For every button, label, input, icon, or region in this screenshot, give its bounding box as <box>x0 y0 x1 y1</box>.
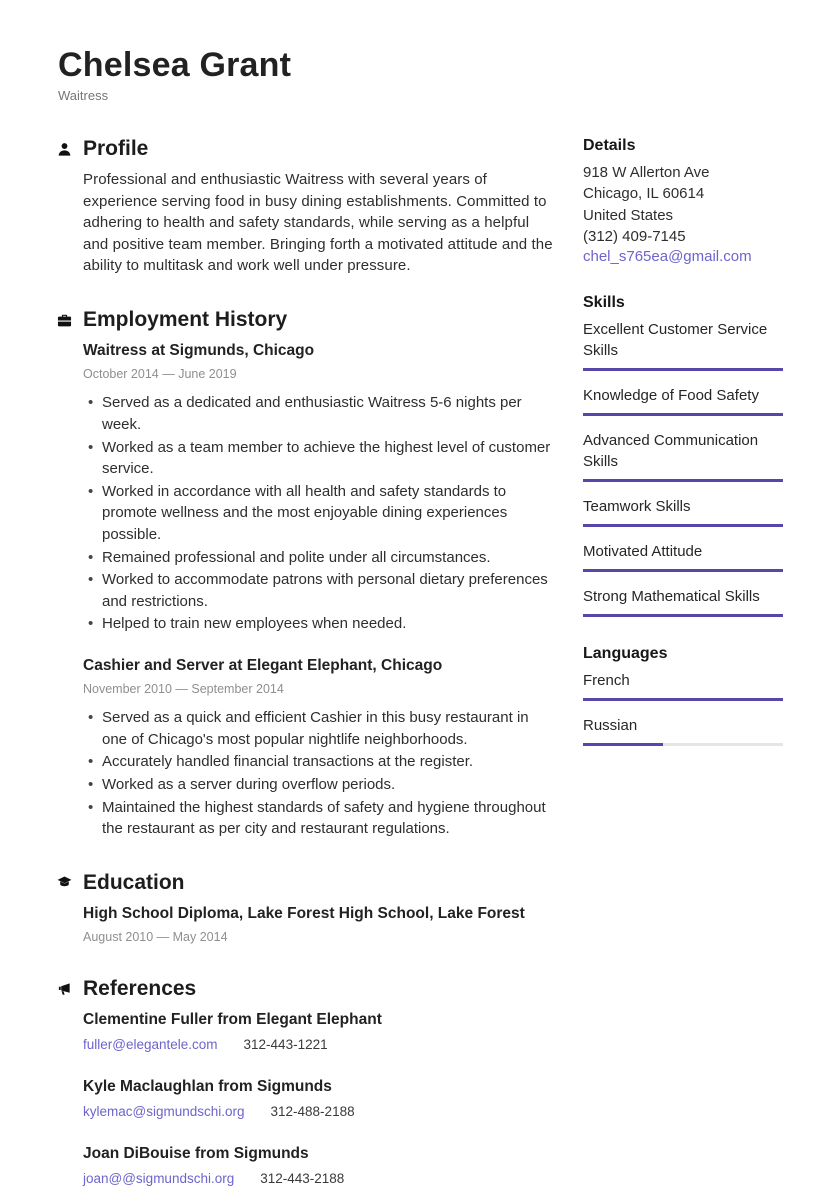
job-title: Waitress at Sigmunds, Chicago <box>83 342 315 360</box>
bullet-item: • Remained professional and polite under all circumstances. <box>83 547 557 569</box>
job-bullet-list <box>83 392 557 635</box>
language-item <box>583 670 783 701</box>
reference-name: Kyle Maclaughlan from Sigmunds <box>83 1077 332 1095</box>
skill-level-bar <box>583 524 783 527</box>
job-dates: November 2010 — September 2014 <box>83 682 284 697</box>
profile-heading: Profile <box>83 137 149 161</box>
content-columns <box>57 137 783 1187</box>
reference-contact <box>83 1102 557 1121</box>
section-references <box>57 977 557 1187</box>
skill-level-bar <box>583 479 783 482</box>
skill-label: Excellent Customer Service Skills <box>583 321 768 360</box>
resume-header <box>57 46 783 103</box>
skill-level-bar <box>583 368 783 371</box>
skill-level-bar <box>583 614 783 617</box>
graduation-cap-icon <box>57 875 72 890</box>
language-label: Russian <box>583 717 638 735</box>
sidebar-skills <box>583 294 783 617</box>
person-name: Chelsea Grant <box>58 46 292 84</box>
education-heading: Education <box>83 870 185 894</box>
sidebar <box>583 137 783 1187</box>
education-section-head <box>57 871 557 895</box>
bullet-item: • Maintained the highest standards of safety and hygiene throughout the restaurant as per city and restaurant regulations. <box>83 797 557 840</box>
bullet-item: • Helped to train new employees when needed. <box>83 613 557 635</box>
reference-email-link[interactable]: joan@@sigmundschi.org <box>83 1170 235 1186</box>
bullet-item: • Accurately handled financial transactions at the register. <box>83 751 557 773</box>
skill-label: Knowledge of Food Safety <box>583 387 759 405</box>
main-column <box>57 137 557 1187</box>
reference-email-link[interactable]: kylemac@sigmundschi.org <box>83 1104 245 1120</box>
detail-address-line2: Chicago, IL 60614 <box>583 185 705 203</box>
job-entry <box>83 340 557 635</box>
references-heading: References <box>83 977 197 1001</box>
profile-section-head <box>57 137 557 161</box>
skill-level-bar <box>583 413 783 416</box>
detail-email-link[interactable]: chel_s765ea@gmail.com <box>583 248 752 266</box>
language-label: French <box>583 672 630 690</box>
job-title: Cashier and Server at Elegant Elephant, Chicago <box>83 656 443 674</box>
person-job-title: Waitress <box>58 88 109 104</box>
skill-item <box>583 430 783 482</box>
reference-phone: 312-443-2188 <box>260 1170 345 1186</box>
education-degree: High School Diploma, Lake Forest High School, Lake Forest <box>83 904 525 922</box>
bullet-item: • Served as a dedicated and enthusiastic Waitress 5-6 nights per week. <box>83 392 557 435</box>
reference-name: Joan DiBouise from Sigmunds <box>83 1144 309 1162</box>
skill-item <box>583 496 783 527</box>
skill-label: Strong Mathematical Skills <box>583 588 760 606</box>
section-employment <box>57 308 557 840</box>
skill-label: Motivated Attitude <box>583 543 703 561</box>
employment-heading: Employment History <box>83 308 288 332</box>
skill-item <box>583 385 783 416</box>
job-bullet-list <box>83 707 557 840</box>
person-icon <box>57 142 72 157</box>
reference-name: Clementine Fuller from Elegant Elephant <box>83 1011 382 1029</box>
employment-section-head <box>57 308 557 332</box>
reference-email-link[interactable]: fuller@elegantele.com <box>83 1037 218 1053</box>
reference-entry <box>83 1009 557 1055</box>
language-level-bar <box>583 743 783 746</box>
skill-item <box>583 319 783 371</box>
language-level-bar <box>583 698 783 701</box>
sidebar-details <box>583 137 783 266</box>
bullet-item: • Worked as a team member to achieve the highest level of customer service. <box>83 437 557 480</box>
detail-phone: (312) 409-7145 <box>583 227 686 245</box>
references-section-head <box>57 977 557 1001</box>
skill-label: Teamwork Skills <box>583 498 691 516</box>
skill-item <box>583 541 783 572</box>
skill-item <box>583 586 783 617</box>
profile-text: Professional and enthusiastic Waitress with several years of experience serving food in busy dining establishments. Committed to adhering to health and safety standards, while serving as a helpful and positive team member. Bringing forth a motivated attitude and the ability to multitask and work well under pressure. <box>83 171 553 275</box>
megaphone-icon <box>57 982 72 997</box>
reference-phone: 312-488-2188 <box>270 1104 355 1120</box>
briefcase-icon <box>57 313 72 328</box>
language-item <box>583 715 783 746</box>
skill-label: Advanced Communication Skills <box>583 432 759 471</box>
bullet-item: • Worked as a server during overflow periods. <box>83 774 557 796</box>
section-education <box>57 871 557 946</box>
details-heading: Details <box>583 137 636 155</box>
bullet-item: • Worked in accordance with all health and safety standards to promote wellness and the most enjoyable dining experiences possible. <box>83 481 557 546</box>
section-profile <box>57 137 557 277</box>
detail-country: United States <box>583 206 674 224</box>
reference-entry <box>83 1143 557 1187</box>
reference-entry <box>83 1076 557 1122</box>
bullet-item: • Worked to accommodate patrons with personal dietary preferences and restrictions. <box>83 569 557 612</box>
education-dates: August 2010 — May 2014 <box>83 930 228 945</box>
reference-contact <box>83 1169 557 1187</box>
job-dates: October 2014 — June 2019 <box>83 367 237 382</box>
languages-heading: Languages <box>583 645 668 663</box>
skill-level-bar <box>583 569 783 572</box>
reference-phone: 312-443-1221 <box>243 1037 328 1053</box>
skills-heading: Skills <box>583 294 625 312</box>
bullet-item: • Served as a quick and efficient Cashier in this busy restaurant in one of Chicago's most popular nightlife neighborhoods. <box>83 707 557 750</box>
job-entry <box>83 655 557 840</box>
detail-address-line1: 918 W Allerton Ave <box>583 164 710 182</box>
reference-contact <box>83 1035 557 1054</box>
sidebar-languages <box>583 645 783 746</box>
